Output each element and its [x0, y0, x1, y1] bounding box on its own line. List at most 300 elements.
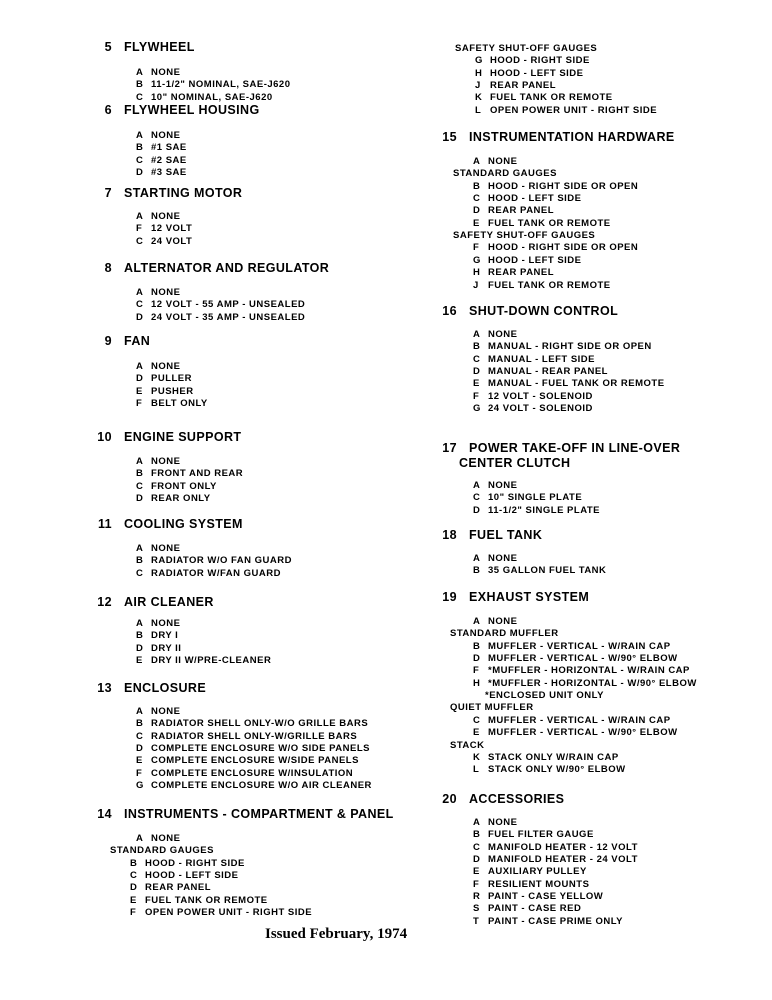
- section-title: EXHAUST SYSTEM: [469, 590, 590, 604]
- option-label: AUXILIARY PULLEY: [488, 866, 587, 878]
- section-number: 16: [442, 304, 457, 318]
- section-heading: [435, 304, 618, 318]
- option-item: [136, 211, 180, 223]
- option-label: NONE: [151, 130, 181, 141]
- option-label: 24 VOLT: [151, 235, 193, 247]
- option-item: [473, 255, 582, 267]
- option-code: B: [473, 640, 481, 652]
- option-label: COMPLETE ENCLOSURE W/O SIDE PANELS: [151, 743, 370, 755]
- option-label: PAINT - CASE PRIME ONLY: [488, 915, 624, 927]
- option-label: MUFFLER - VERTICAL - W/90° ELBOW: [488, 727, 678, 739]
- option-item: [473, 391, 593, 403]
- option-code: B: [473, 341, 481, 353]
- option-label: OPEN POWER UNIT - RIGHT SIDE: [145, 907, 313, 919]
- option-label: HOOD - LEFT SIDE: [488, 254, 582, 266]
- subheading: STACK: [450, 739, 485, 751]
- option-item: [473, 193, 582, 205]
- option-code: A: [136, 211, 144, 222]
- option-item: [136, 312, 305, 324]
- option-code: D: [136, 642, 144, 654]
- section-number: 15: [442, 130, 457, 144]
- option-label: HOOD - RIGHT SIDE OR OPEN: [488, 180, 639, 192]
- option-item: [136, 780, 372, 792]
- option-item: [473, 842, 638, 854]
- option-item: [473, 242, 638, 254]
- subheading: SAFETY SHUT-OFF GAUGES: [453, 230, 596, 242]
- option-item: [136, 155, 187, 167]
- section-heading: [88, 186, 242, 200]
- section-number: 18: [442, 528, 457, 542]
- option-label: FUEL TANK OR REMOTE: [490, 92, 613, 104]
- section-heading: [88, 517, 243, 531]
- option-item: [136, 743, 370, 755]
- option-item: [136, 618, 180, 630]
- option-item: [136, 223, 192, 235]
- option-label: STACK ONLY W/RAIN CAP: [488, 751, 619, 763]
- option-code: B: [473, 829, 481, 841]
- option-label: PULLER: [151, 373, 192, 385]
- option-label: NONE: [488, 480, 518, 491]
- section-number: 8: [104, 261, 112, 275]
- option-item: [473, 181, 638, 193]
- option-code: D: [473, 366, 481, 378]
- option-code: L: [473, 764, 480, 776]
- option-label: MANIFOLD HEATER - 24 VOLT: [488, 854, 638, 866]
- option-code: A: [473, 817, 481, 828]
- option-code: F: [473, 242, 480, 254]
- option-item: [473, 817, 517, 829]
- section-heading: [88, 595, 214, 609]
- option-code: D: [136, 311, 144, 323]
- option-label: FRONT AND REAR: [151, 468, 244, 480]
- option-item: [136, 768, 353, 780]
- section-number: 5: [104, 40, 112, 54]
- section-title: ENCLOSURE: [124, 681, 207, 695]
- option-label: RADIATOR W/O FAN GUARD: [151, 555, 293, 567]
- section-number: 13: [97, 681, 112, 695]
- option-item: [473, 764, 626, 776]
- footnote: *ENCLOSED UNIT ONLY: [485, 690, 604, 702]
- option-label: MANIFOLD HEATER - 12 VOLT: [488, 841, 638, 853]
- option-label: REAR PANEL: [488, 205, 555, 217]
- option-label: REAR PANEL: [145, 882, 212, 894]
- option-code: B: [473, 180, 481, 192]
- option-item: [473, 879, 589, 891]
- option-code: F: [136, 223, 143, 235]
- option-label: NONE: [151, 361, 181, 372]
- option-label: REAR ONLY: [151, 493, 211, 505]
- option-code: E: [130, 894, 137, 906]
- option-code: C: [473, 353, 481, 365]
- option-code: F: [136, 398, 143, 410]
- section-heading: [88, 334, 150, 348]
- option-code: H: [473, 267, 481, 279]
- option-code: D: [473, 205, 481, 217]
- option-item: [473, 341, 652, 353]
- option-code: A: [136, 833, 144, 844]
- option-label: DRY II: [151, 642, 182, 654]
- option-item: [473, 715, 671, 727]
- option-code: C: [473, 714, 481, 726]
- option-code: A: [473, 329, 481, 340]
- option-code: A: [136, 618, 144, 629]
- option-code: E: [136, 755, 143, 767]
- option-code: A: [136, 130, 144, 141]
- option-code: G: [136, 780, 144, 792]
- option-label: FUEL TANK OR REMOTE: [488, 217, 611, 229]
- option-item: [130, 870, 239, 882]
- section-title: FLYWHEEL: [124, 40, 195, 54]
- option-item: [473, 916, 623, 928]
- option-code: F: [473, 878, 480, 890]
- option-label: NONE: [488, 553, 518, 564]
- option-item: [475, 105, 657, 117]
- subheading: QUIET MUFFLER: [450, 702, 534, 714]
- option-label: NONE: [151, 543, 181, 554]
- issue-date-footer: Issued February, 1974: [265, 926, 408, 942]
- option-code: C: [136, 567, 144, 579]
- section-heading: [88, 40, 195, 54]
- option-item: [473, 752, 619, 764]
- option-item: [136, 67, 180, 79]
- option-code: B: [130, 857, 138, 869]
- option-item: [475, 80, 556, 92]
- option-label: NONE: [151, 456, 181, 467]
- option-code: B: [136, 555, 144, 567]
- option-item: [136, 456, 180, 468]
- option-item: [136, 655, 271, 667]
- section-title: FLYWHEEL HOUSING: [124, 103, 260, 117]
- option-code: L: [475, 104, 482, 116]
- option-item: [136, 92, 273, 104]
- option-item: [473, 665, 690, 677]
- section-heading: [88, 103, 260, 117]
- option-code: D: [136, 493, 144, 505]
- option-item: [473, 641, 671, 653]
- option-code: A: [473, 553, 481, 564]
- option-item: [136, 706, 180, 718]
- option-code: B: [136, 79, 144, 91]
- option-label: 11-1/2" NOMINAL, SAE-J620: [151, 79, 291, 91]
- option-code: R: [473, 891, 481, 903]
- option-item: [136, 643, 181, 655]
- option-label: NONE: [151, 211, 181, 222]
- option-label: 24 VOLT - 35 AMP - UNSEALED: [151, 311, 306, 323]
- section-title: ACCESSORIES: [469, 792, 565, 806]
- option-label: HOOD - RIGHT SIDE: [490, 55, 590, 67]
- option-code: K: [473, 751, 481, 763]
- option-code: D: [136, 743, 144, 755]
- gauge-subheading: SAFETY SHUT-OFF GAUGES: [455, 43, 598, 54]
- option-code: F: [136, 767, 143, 779]
- option-code: D: [473, 504, 481, 516]
- option-code: B: [136, 630, 144, 642]
- option-code: E: [473, 727, 480, 739]
- option-item: [136, 79, 291, 91]
- option-code: C: [136, 154, 144, 166]
- option-label: COMPLETE ENCLOSURE W/O AIR CLEANER: [151, 780, 372, 792]
- section-title-continued: CENTER CLUTCH: [459, 456, 571, 470]
- option-code: E: [473, 378, 480, 390]
- option-label: 35 GALLON FUEL TANK: [488, 565, 607, 577]
- option-item: [473, 678, 697, 690]
- option-item: [136, 167, 187, 179]
- option-code: J: [473, 279, 479, 291]
- option-item: [473, 891, 603, 903]
- option-item: [473, 505, 600, 517]
- option-code: C: [136, 235, 144, 247]
- option-item: [136, 555, 292, 567]
- option-label: MANUAL - FUEL TANK OR REMOTE: [488, 378, 665, 390]
- option-code: C: [136, 91, 144, 103]
- option-item: [473, 829, 594, 841]
- option-item: [475, 92, 613, 104]
- option-label: RADIATOR SHELL ONLY-W/O GRILLE BARS: [151, 718, 369, 730]
- option-code: C: [136, 299, 144, 311]
- option-item: [473, 205, 554, 217]
- option-item: [136, 731, 357, 743]
- option-label: PAINT - CASE YELLOW: [488, 891, 604, 903]
- option-code: D: [136, 373, 144, 385]
- option-label: HOOD - LEFT SIDE: [145, 870, 239, 882]
- section-title: FUEL TANK: [469, 528, 543, 542]
- option-label: PUSHER: [151, 385, 194, 397]
- option-label: FUEL TANK OR REMOTE: [488, 279, 611, 291]
- option-label: HOOD - LEFT SIDE: [488, 193, 582, 205]
- option-code: J: [475, 80, 481, 92]
- section-title: SHUT-DOWN CONTROL: [469, 304, 619, 318]
- option-label: MANUAL - LEFT SIDE: [488, 353, 595, 365]
- option-label: DRY I: [151, 630, 179, 642]
- option-code: E: [473, 217, 480, 229]
- option-code: A: [473, 480, 481, 491]
- section-heading: [435, 441, 680, 455]
- option-label: NONE: [151, 67, 181, 78]
- option-item: [473, 866, 587, 878]
- section-title: POWER TAKE-OFF IN LINE-OVER: [469, 441, 681, 455]
- section-number: 19: [442, 590, 457, 604]
- option-label: NONE: [151, 287, 181, 298]
- option-item: [130, 858, 245, 870]
- option-item: [473, 280, 611, 292]
- option-item: [473, 616, 517, 628]
- option-label: COMPLETE ENCLOSURE W/SIDE PANELS: [151, 755, 359, 767]
- option-label: 10" SINGLE PLATE: [488, 492, 583, 504]
- option-item: [136, 543, 180, 555]
- option-item: [473, 267, 554, 279]
- option-item: [136, 833, 180, 845]
- option-item: [136, 481, 217, 493]
- option-item: [475, 68, 584, 80]
- option-item: [136, 468, 243, 480]
- option-item: [136, 718, 368, 730]
- option-label: HOOD - LEFT SIDE: [490, 67, 584, 79]
- section-heading: [435, 528, 542, 542]
- option-label: 11-1/2" SINGLE PLATE: [488, 504, 600, 516]
- option-label: HOOD - RIGHT SIDE OR OPEN: [488, 242, 639, 254]
- option-label: NONE: [151, 833, 181, 844]
- section-number: 11: [97, 517, 112, 531]
- option-item: [136, 287, 180, 299]
- option-code: G: [473, 254, 481, 266]
- option-code: A: [136, 361, 144, 372]
- option-label: COMPLETE ENCLOSURE W/INSULATION: [151, 767, 354, 779]
- section-heading: [435, 590, 589, 604]
- option-label: FUEL FILTER GAUGE: [488, 829, 594, 841]
- option-item: [473, 903, 581, 915]
- option-item: [136, 630, 178, 642]
- section-number: 12: [97, 595, 112, 609]
- option-label: *MUFFLER - HORIZONTAL - W/RAIN CAP: [488, 665, 690, 677]
- option-code: K: [475, 92, 483, 104]
- section-number: 6: [104, 103, 112, 117]
- option-label: NONE: [488, 156, 518, 167]
- option-item: [136, 236, 192, 248]
- section-number: 17: [442, 441, 457, 455]
- subheading: STANDARD GAUGES: [453, 168, 557, 180]
- option-code: C: [473, 193, 481, 205]
- option-item: [136, 398, 208, 410]
- option-item: [473, 565, 606, 577]
- option-item: [473, 653, 678, 665]
- section-heading: [435, 792, 564, 806]
- option-label: NONE: [488, 817, 518, 828]
- section-number: 14: [97, 807, 112, 821]
- option-code: B: [136, 718, 144, 730]
- option-label: OPEN POWER UNIT - RIGHT SIDE: [490, 104, 658, 116]
- option-label: FRONT ONLY: [151, 480, 217, 492]
- option-code: C: [136, 730, 144, 742]
- option-item: [136, 130, 180, 142]
- option-label: REAR PANEL: [490, 80, 557, 92]
- option-label: #1 SAE: [151, 142, 187, 154]
- section-title: COOLING SYSTEM: [124, 517, 243, 531]
- option-code: A: [473, 616, 481, 627]
- option-label: STACK ONLY W/90° ELBOW: [488, 764, 626, 776]
- option-code: C: [473, 841, 481, 853]
- option-item: [473, 354, 595, 366]
- option-code: A: [136, 706, 144, 717]
- option-item: [136, 755, 359, 767]
- option-label: RESILIENT MOUNTS: [488, 878, 590, 890]
- option-code: B: [136, 468, 144, 480]
- option-label: NONE: [488, 616, 518, 627]
- option-item: [473, 553, 517, 565]
- option-item: [473, 727, 678, 739]
- option-item: [473, 156, 517, 168]
- option-code: F: [473, 665, 480, 677]
- option-code: C: [473, 492, 481, 504]
- option-label: #3 SAE: [151, 167, 187, 179]
- option-item: [130, 882, 211, 894]
- option-label: #2 SAE: [151, 154, 187, 166]
- option-item: [473, 378, 665, 390]
- option-code: C: [136, 480, 144, 492]
- gauge-subheading: STANDARD GAUGES: [110, 845, 214, 857]
- option-label: DRY II W/PRE-CLEANER: [151, 655, 272, 667]
- option-item: [473, 492, 582, 504]
- option-item: [136, 299, 305, 311]
- option-code: A: [136, 456, 144, 467]
- option-code: B: [473, 565, 481, 577]
- section-heading: [88, 681, 206, 695]
- option-label: MANUAL - REAR PANEL: [488, 366, 608, 378]
- option-label: FUEL TANK OR REMOTE: [145, 894, 268, 906]
- option-label: 12 VOLT: [151, 223, 193, 235]
- option-label: MUFFLER - VERTICAL - W/RAIN CAP: [488, 640, 671, 652]
- option-code: F: [130, 907, 137, 919]
- section-number: 20: [442, 792, 457, 806]
- option-label: REAR PANEL: [488, 267, 555, 279]
- option-code: D: [473, 854, 481, 866]
- option-item: [136, 568, 281, 580]
- option-code: S: [473, 903, 480, 915]
- section-title: FAN: [124, 334, 151, 348]
- option-code: E: [136, 385, 143, 397]
- option-item: [130, 895, 268, 907]
- option-item: [473, 366, 608, 378]
- option-label: HOOD - RIGHT SIDE: [145, 857, 245, 869]
- option-item: [473, 218, 611, 230]
- option-code: F: [473, 390, 480, 402]
- option-item: [473, 854, 638, 866]
- option-label: 24 VOLT - SOLENOID: [488, 403, 593, 415]
- option-label: RADIATOR SHELL ONLY-W/GRILLE BARS: [151, 730, 358, 742]
- option-code: A: [136, 67, 144, 78]
- subheading: STANDARD MUFFLER: [450, 628, 559, 640]
- section-title: STARTING MOTOR: [124, 186, 243, 200]
- option-code: H: [473, 677, 481, 689]
- section-title: ALTERNATOR AND REGULATOR: [124, 261, 330, 275]
- option-label: PAINT - CASE RED: [488, 903, 582, 915]
- option-item: [473, 480, 517, 492]
- option-item: [136, 373, 192, 385]
- section-title: ENGINE SUPPORT: [124, 430, 242, 444]
- option-label: NONE: [488, 329, 518, 340]
- option-item: [136, 142, 187, 154]
- option-item: [130, 907, 312, 919]
- section-title: AIR CLEANER: [124, 595, 214, 609]
- option-label: MUFFLER - VERTICAL - W/90° ELBOW: [488, 653, 678, 665]
- option-item: [136, 386, 194, 398]
- option-code: H: [475, 67, 483, 79]
- option-code: D: [130, 882, 138, 894]
- section-heading: [88, 807, 394, 821]
- option-item: [473, 403, 593, 415]
- option-label: *MUFFLER - HORIZONTAL - W/90° ELBOW: [488, 677, 697, 689]
- section-heading: [88, 261, 329, 275]
- section-heading: [435, 130, 675, 144]
- section-title: INSTRUMENTS - COMPARTMENT & PANEL: [124, 807, 394, 821]
- option-label: BELT ONLY: [151, 398, 208, 410]
- option-item: [475, 55, 590, 67]
- option-label: 12 VOLT - SOLENOID: [488, 390, 593, 402]
- option-code: D: [136, 167, 144, 179]
- option-code: C: [130, 870, 138, 882]
- option-code: T: [473, 915, 480, 927]
- option-label: NONE: [151, 618, 181, 629]
- option-item: [473, 329, 517, 341]
- option-code: A: [136, 287, 144, 298]
- option-code: E: [473, 866, 480, 878]
- option-label: MANUAL - RIGHT SIDE OR OPEN: [488, 341, 652, 353]
- option-label: 10" NOMINAL, SAE-J620: [151, 91, 273, 103]
- option-code: G: [475, 55, 483, 67]
- option-code: D: [473, 653, 481, 665]
- option-label: 12 VOLT - 55 AMP - UNSEALED: [151, 299, 306, 311]
- option-label: NONE: [151, 706, 181, 717]
- option-item: [136, 493, 211, 505]
